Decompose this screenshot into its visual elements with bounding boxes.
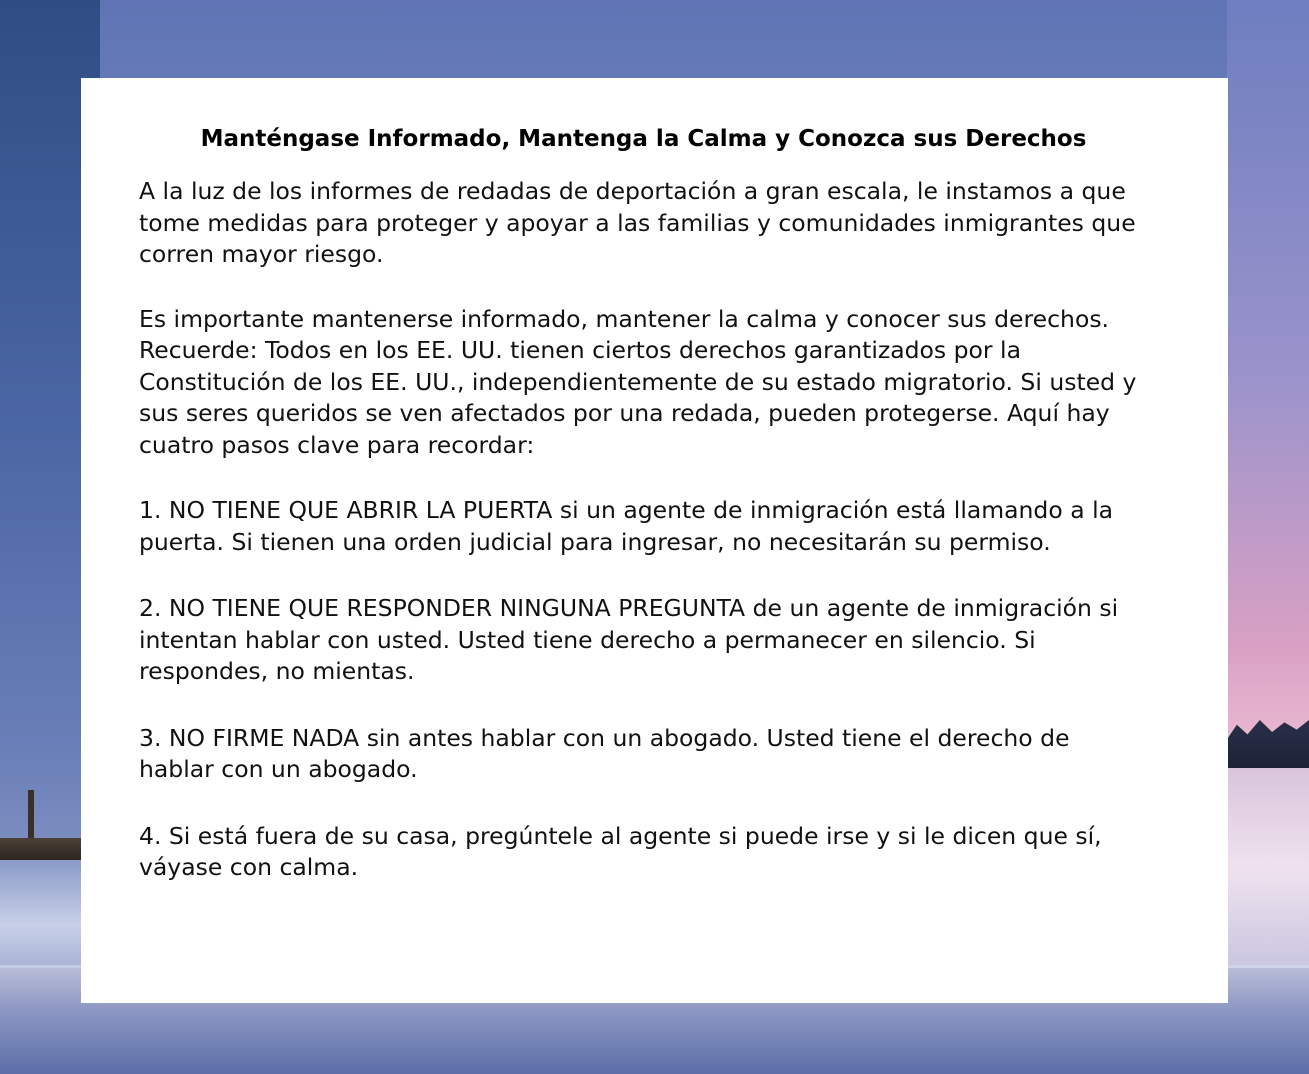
- document-card: [81, 78, 1228, 1003]
- step-1: 1. NO TIENE QUE ABRIR LA PUERTA si un agente de inmigración está llamando a la puerta. Si tienen una orden judicial para ingresar, no necesitarán su permiso.: [139, 496, 1113, 556]
- background-water-left: [0, 860, 82, 968]
- background-pier: [0, 838, 82, 860]
- step-2: 2. NO TIENE QUE RESPONDER NINGUNA PREGUNTA de un agente de inmigración si intentan hablar con usted. Usted tiene derecho a permanecer en silencio. Si respondes, no mientas.: [139, 594, 1119, 685]
- background-water-right: [1227, 768, 1309, 968]
- step-4: 4. Si está fuera de su casa, pregúntele al agente si puede irse y si le dicen que sí, váyase con calma.: [139, 821, 1102, 881]
- step-3: 3. NO FIRME NADA sin antes hablar con un abogado. Usted tiene el derecho de hablar con un abogado.: [139, 723, 1070, 783]
- paragraph-intro: A la luz de los informes de redadas de deportación a gran escala, le instamos a que tome medidas para proteger y apoyar a las familias y comunidades inmigrantes que corren mayor riesgo.: [139, 177, 1136, 268]
- paragraph-remember: Recuerde: Todos en los EE. UU. tienen ciertos derechos garantizados por la Constitución de los EE. UU., independientemente de su estado migratorio. Si usted y sus seres queridos se ven afectados por una redada, pueden protegerse. Aquí hay cuatro pasos clave para recordar:: [139, 336, 1137, 459]
- document-title: Manténgase Informado, Mantenga la Calma y Conozca sus Derechos: [200, 126, 1087, 152]
- paragraph-stay-informed: Es importante mantenerse informado, mantener la calma y conocer sus derechos.: [139, 304, 1110, 333]
